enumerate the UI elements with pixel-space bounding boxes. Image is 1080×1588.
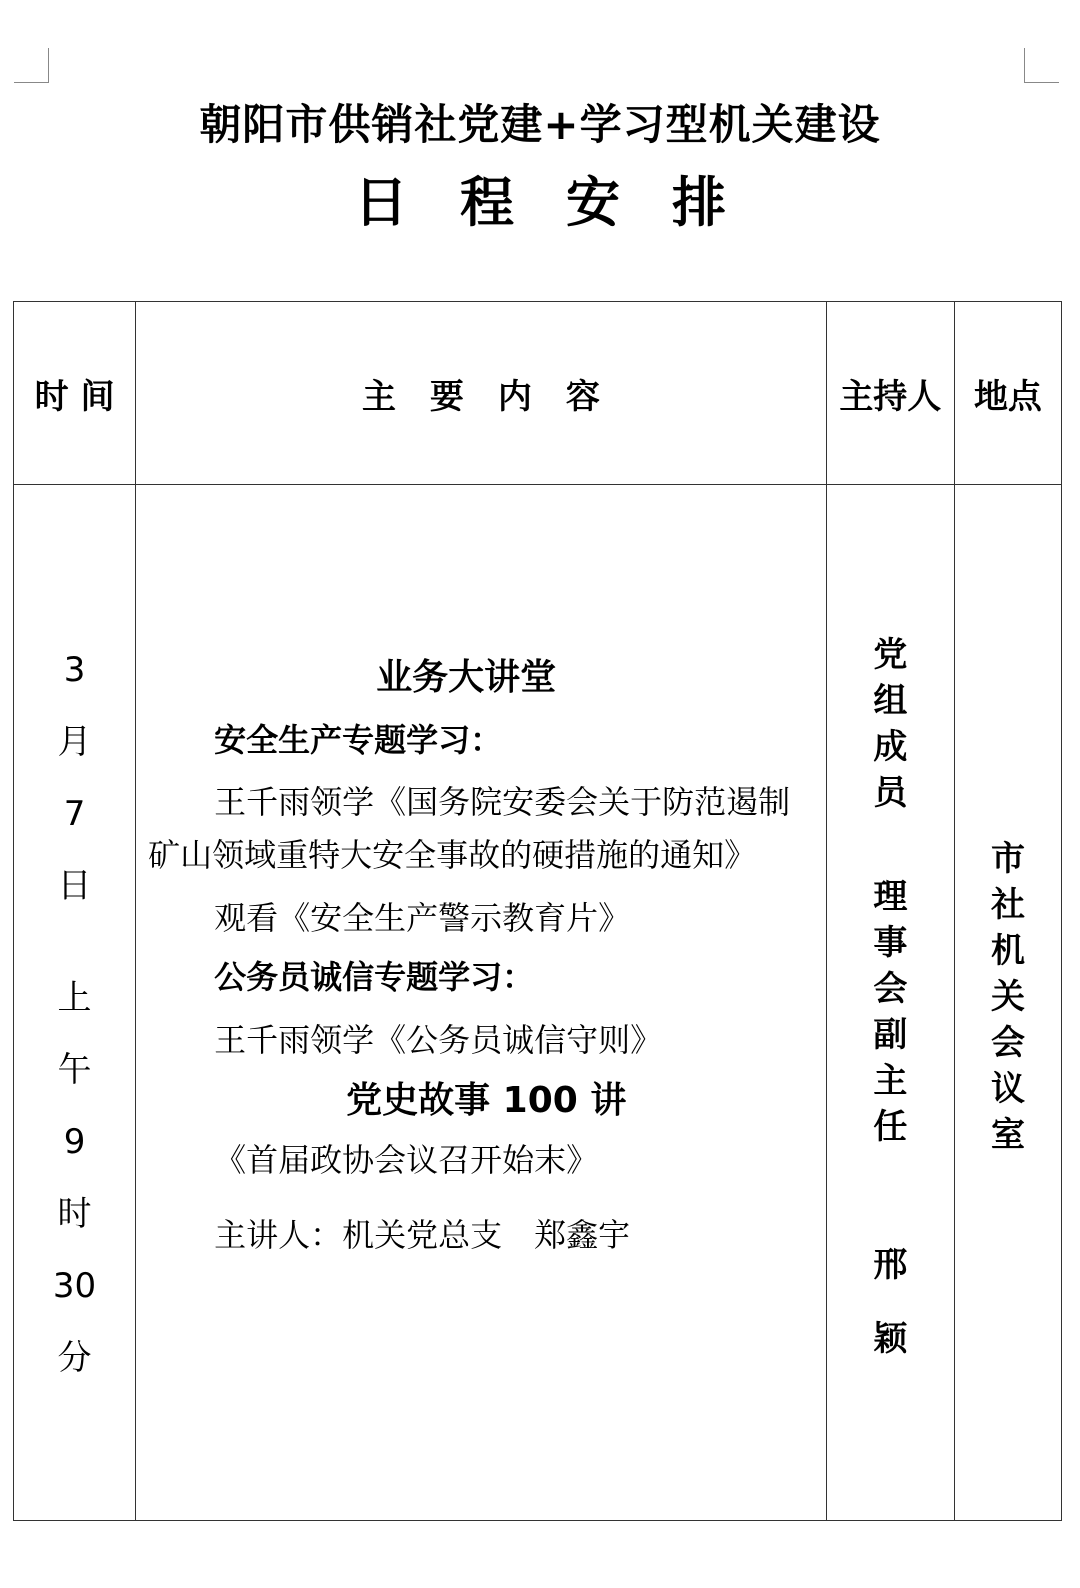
header-host: 主持人: [826, 302, 954, 485]
cell-host: [826, 485, 954, 1521]
time-char: 分: [57, 1337, 92, 1378]
cell-place: [954, 485, 1061, 1521]
place-char: 关: [990, 976, 1025, 1017]
content-line: 《首届政协会议召开始末》: [214, 1141, 599, 1179]
content-line: 王千雨领学《国务院安委会关于防范遏制: [214, 783, 791, 821]
time-char: 午: [57, 1049, 92, 1090]
header-place: 地点: [954, 302, 1061, 485]
time-char: 时: [57, 1193, 92, 1234]
host-char: 会: [873, 968, 908, 1009]
place-char: 会: [990, 1022, 1025, 1063]
host-char: 理: [873, 876, 908, 917]
place-char: 室: [990, 1114, 1025, 1155]
section-title-party-history: 党史故事 100 讲: [346, 1080, 627, 1121]
header-content: 主 要 内 容: [136, 302, 827, 485]
host-char: 主: [873, 1060, 908, 1101]
time-char: 9: [63, 1121, 86, 1162]
document-title: 朝阳市供销社党建+学习型机关建设: [199, 100, 881, 149]
time-char: 上: [57, 977, 92, 1018]
host-char: 党: [873, 634, 908, 675]
host-char: 成: [873, 726, 908, 767]
subsection-title-integrity: 公务员诚信专题学习：: [214, 958, 535, 996]
time-vertical-text: [14, 593, 135, 1413]
table-row: [14, 485, 1062, 1521]
time-char: 月: [57, 721, 92, 762]
page-corner-mark-top-right: [1024, 48, 1059, 83]
host-char: 颖: [873, 1318, 908, 1359]
time-char: 7: [63, 793, 86, 834]
place-char: 社: [990, 884, 1025, 925]
place-char: 议: [990, 1068, 1025, 1109]
host-char: 员: [873, 772, 908, 813]
host-vertical-text: [827, 634, 954, 1368]
header-time: 时 间: [14, 302, 136, 485]
place-vertical-text: [955, 838, 1061, 1164]
cell-content: [136, 485, 827, 1521]
schedule-table: [13, 301, 1062, 1521]
document-subtitle: 日程安排: [354, 171, 778, 234]
speaker-line: 主讲人：机关党总支 郑鑫宇: [214, 1216, 631, 1254]
content-line: 王千雨领学《公务员诚信守则》: [214, 1021, 663, 1059]
time-char: 日: [57, 865, 92, 906]
cell-time: [14, 485, 136, 1521]
host-char: 副: [873, 1014, 908, 1055]
place-char: 机: [990, 930, 1025, 971]
page-corner-mark-top-left: [14, 48, 49, 83]
time-char: 3: [63, 649, 86, 690]
content-line: 矿山领域重特大安全事故的硬措施的通知》: [148, 836, 757, 874]
host-char: 事: [873, 922, 908, 963]
section-title-lecture: 业务大讲堂: [376, 657, 557, 698]
content-line: 观看《安全生产警示教育片》: [214, 899, 631, 937]
host-char: 邢: [873, 1244, 908, 1285]
host-char: 组: [873, 680, 908, 721]
subsection-title-safety: 安全生产专题学习：: [214, 721, 503, 759]
host-char: 任: [873, 1106, 908, 1147]
table-header-row: [14, 302, 1062, 485]
place-char: 市: [990, 838, 1025, 879]
time-char: 30: [52, 1265, 97, 1306]
content-block: [136, 485, 826, 1520]
